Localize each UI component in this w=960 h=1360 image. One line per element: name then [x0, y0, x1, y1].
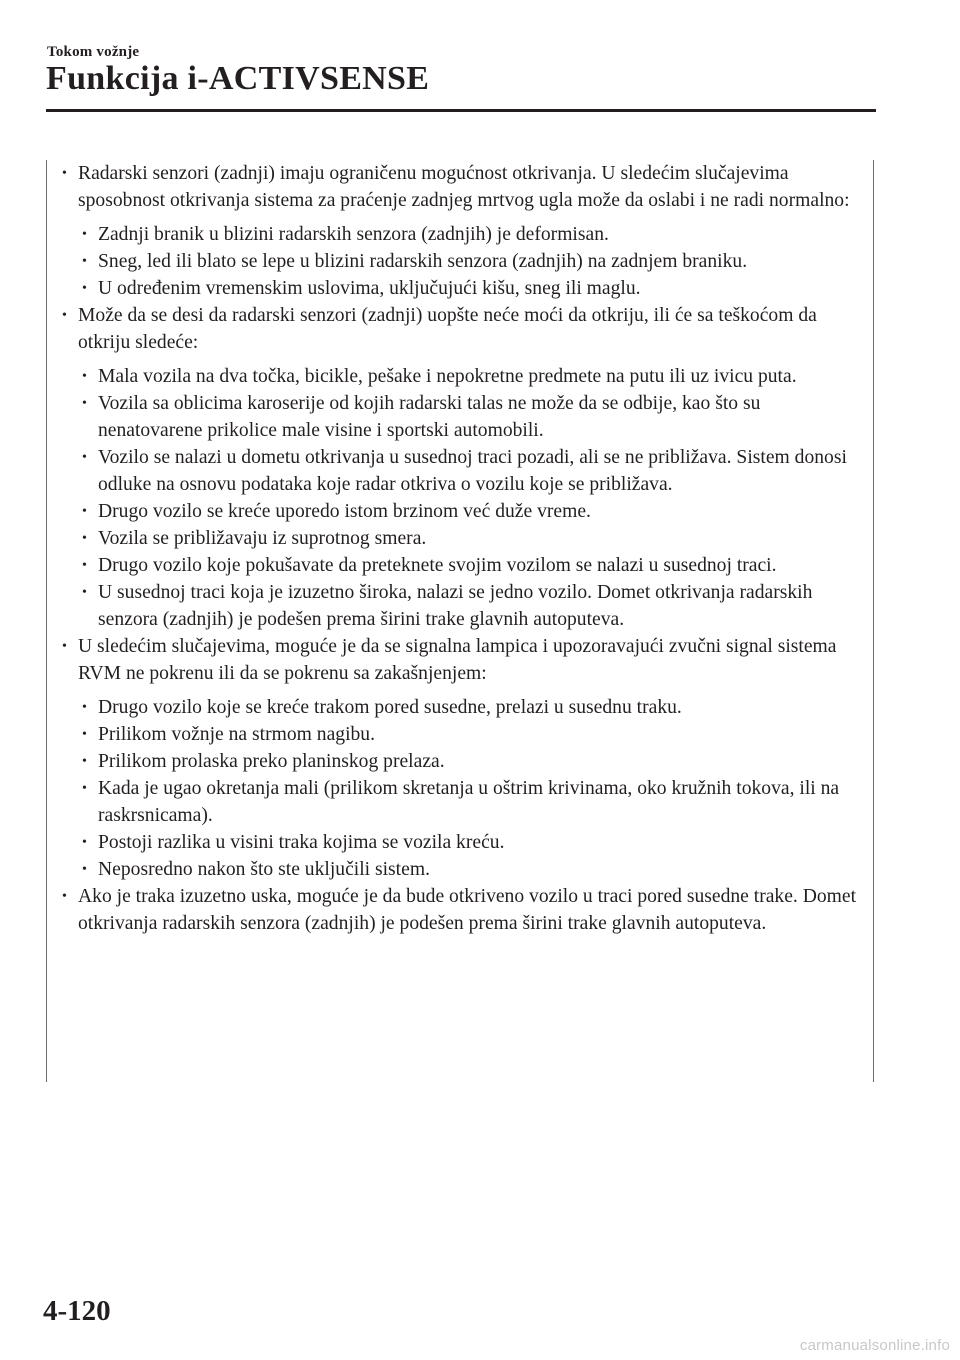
bullet-icon: •: [82, 558, 87, 573]
bullet-icon: •: [82, 281, 87, 296]
list-item-text: Ako je traka izuzetno uska, moguće je da bude otkriveno vozilo u traci pored susedne trake. Domet otkrivanja radarskih senzora (zadnjih) je podešen prema širini trake glavnih autoputeva.: [78, 886, 857, 934]
list-item-text: Vozila se približavaju iz suprotnog smera.: [98, 528, 427, 549]
list-item: [60, 552, 860, 579]
bullet-icon: •: [82, 531, 87, 546]
list-item: [60, 694, 860, 721]
bullet-list: [60, 160, 860, 937]
list-item: [60, 160, 860, 214]
list-item-text: Kada je ugao okretanja mali (prilikom skretanja u oštrim krivinama, oko kružnih tokova, ili na raskrsnicama).: [98, 778, 840, 826]
list-item: [60, 302, 860, 356]
bullet-icon: •: [82, 700, 87, 715]
bullet-icon: •: [82, 254, 87, 269]
bullet-icon: •: [82, 504, 87, 519]
bullet-icon: •: [82, 450, 87, 465]
list-item: [60, 829, 860, 856]
list-item: [60, 721, 860, 748]
list-item: [60, 856, 860, 883]
list-item-text: U sledećim slučajevima, moguće je da se signalna lampica i upozoravajući zvučni signal sistema RVM ne pokrenu ili da se pokrenu sa zakašnjenjem:: [78, 636, 837, 684]
list-item: [60, 363, 860, 390]
list-item-text: Prilikom prolaska preko planinskog prelaza.: [98, 751, 445, 772]
section-label: Tokom vožnje: [47, 44, 140, 60]
list-item-text: U susednoj traci koja je izuzetno široka, nalazi se jedno vozilo. Domet otkrivanja radarskih senzora (zadnjih) je podešen prema širini trake glavnih autoputeva.: [98, 582, 813, 630]
bullet-icon: •: [82, 835, 87, 850]
list-item-text: Drugo vozilo koje se kreće trakom pored susedne, prelazi u susednu traku.: [98, 697, 682, 718]
bullet-icon: •: [82, 585, 87, 600]
bullet-icon: •: [82, 754, 87, 769]
list-item: [60, 444, 860, 498]
list-item: [60, 525, 860, 552]
watermark: carmanualsonline.info: [799, 1337, 950, 1354]
list-item-text: Radarski senzori (zadnji) imaju ograničenu mogućnost otkrivanja. U sledećim slučajevima sposobnost otkrivanja sistema za praćenje zadnjeg mrtvog ugla može da oslabi i ne radi normalno:: [78, 163, 850, 211]
list-item-text: Drugo vozilo se kreće uporedo istom brzinom već duže vreme.: [98, 501, 591, 522]
list-item: [60, 275, 860, 302]
bullet-icon: •: [82, 396, 87, 411]
bullet-icon: •: [82, 727, 87, 742]
page-number: 4-120: [43, 1295, 111, 1327]
list-item-text: U određenim vremenskim uslovima, uključujući kišu, sneg ili maglu.: [98, 278, 641, 299]
bullet-icon: •: [82, 781, 87, 796]
list-item-text: Mala vozila na dva točka, bicikle, pešake i nepokretne predmete na putu ili uz ivicu puta.: [98, 366, 797, 387]
list-item-text: Sneg, led ili blato se lepe u blizini radarskih senzora (zadnjih) na zadnjem braniku.: [98, 251, 748, 272]
list-item: [60, 883, 860, 937]
list-item-text: Vozila sa oblicima karoserije od kojih radarski talas ne može da se odbije, kao što su nenatovarene prikolice male visine i sportski automobili.: [98, 393, 761, 441]
bullet-icon: •: [82, 227, 87, 242]
bullet-icon: •: [82, 369, 87, 384]
list-item-text: Prilikom vožnje na strmom nagibu.: [98, 724, 376, 745]
list-item: [60, 390, 860, 444]
list-item-text: Zadnji branik u blizini radarskih senzora (zadnjih) je deformisan.: [98, 224, 609, 245]
list-item-text: Vozilo se nalazi u dometu otkrivanja u susednoj traci pozadi, ali se ne približava. Sistem donosi odluke na osnovu podataka koje radar otkriva o vozilu koje se približava.: [98, 447, 847, 495]
list-item: [60, 775, 860, 829]
bullet-icon: •: [82, 862, 87, 877]
bullet-icon: •: [62, 889, 67, 904]
list-item-text: Postoji razlika u visini traka kojima se vozila kreću.: [98, 832, 505, 853]
column-rule-right: [873, 160, 874, 1082]
list-item: [60, 748, 860, 775]
bullet-icon: •: [62, 166, 67, 181]
title-rule: [46, 109, 876, 112]
list-item: [60, 221, 860, 248]
page-title: Funkcija i-ACTIVSENSE: [46, 60, 430, 97]
list-item-text: Neposredno nakon što ste uključili sistem.: [98, 859, 430, 880]
list-item: [60, 579, 860, 633]
bullet-icon: •: [62, 639, 67, 654]
list-item: [60, 498, 860, 525]
bullet-icon: •: [62, 308, 67, 323]
list-item-text: Može da se desi da radarski senzori (zadnji) uopšte neće moći da otkriju, ili će sa teškoćom da otkriju sledeće:: [78, 305, 817, 353]
list-item-text: Drugo vozilo koje pokušavate da preteknete svojim vozilom se nalazi u susednoj traci.: [98, 555, 777, 576]
column-rule-left: [46, 160, 47, 1082]
list-item: [60, 633, 860, 687]
list-item: [60, 248, 860, 275]
